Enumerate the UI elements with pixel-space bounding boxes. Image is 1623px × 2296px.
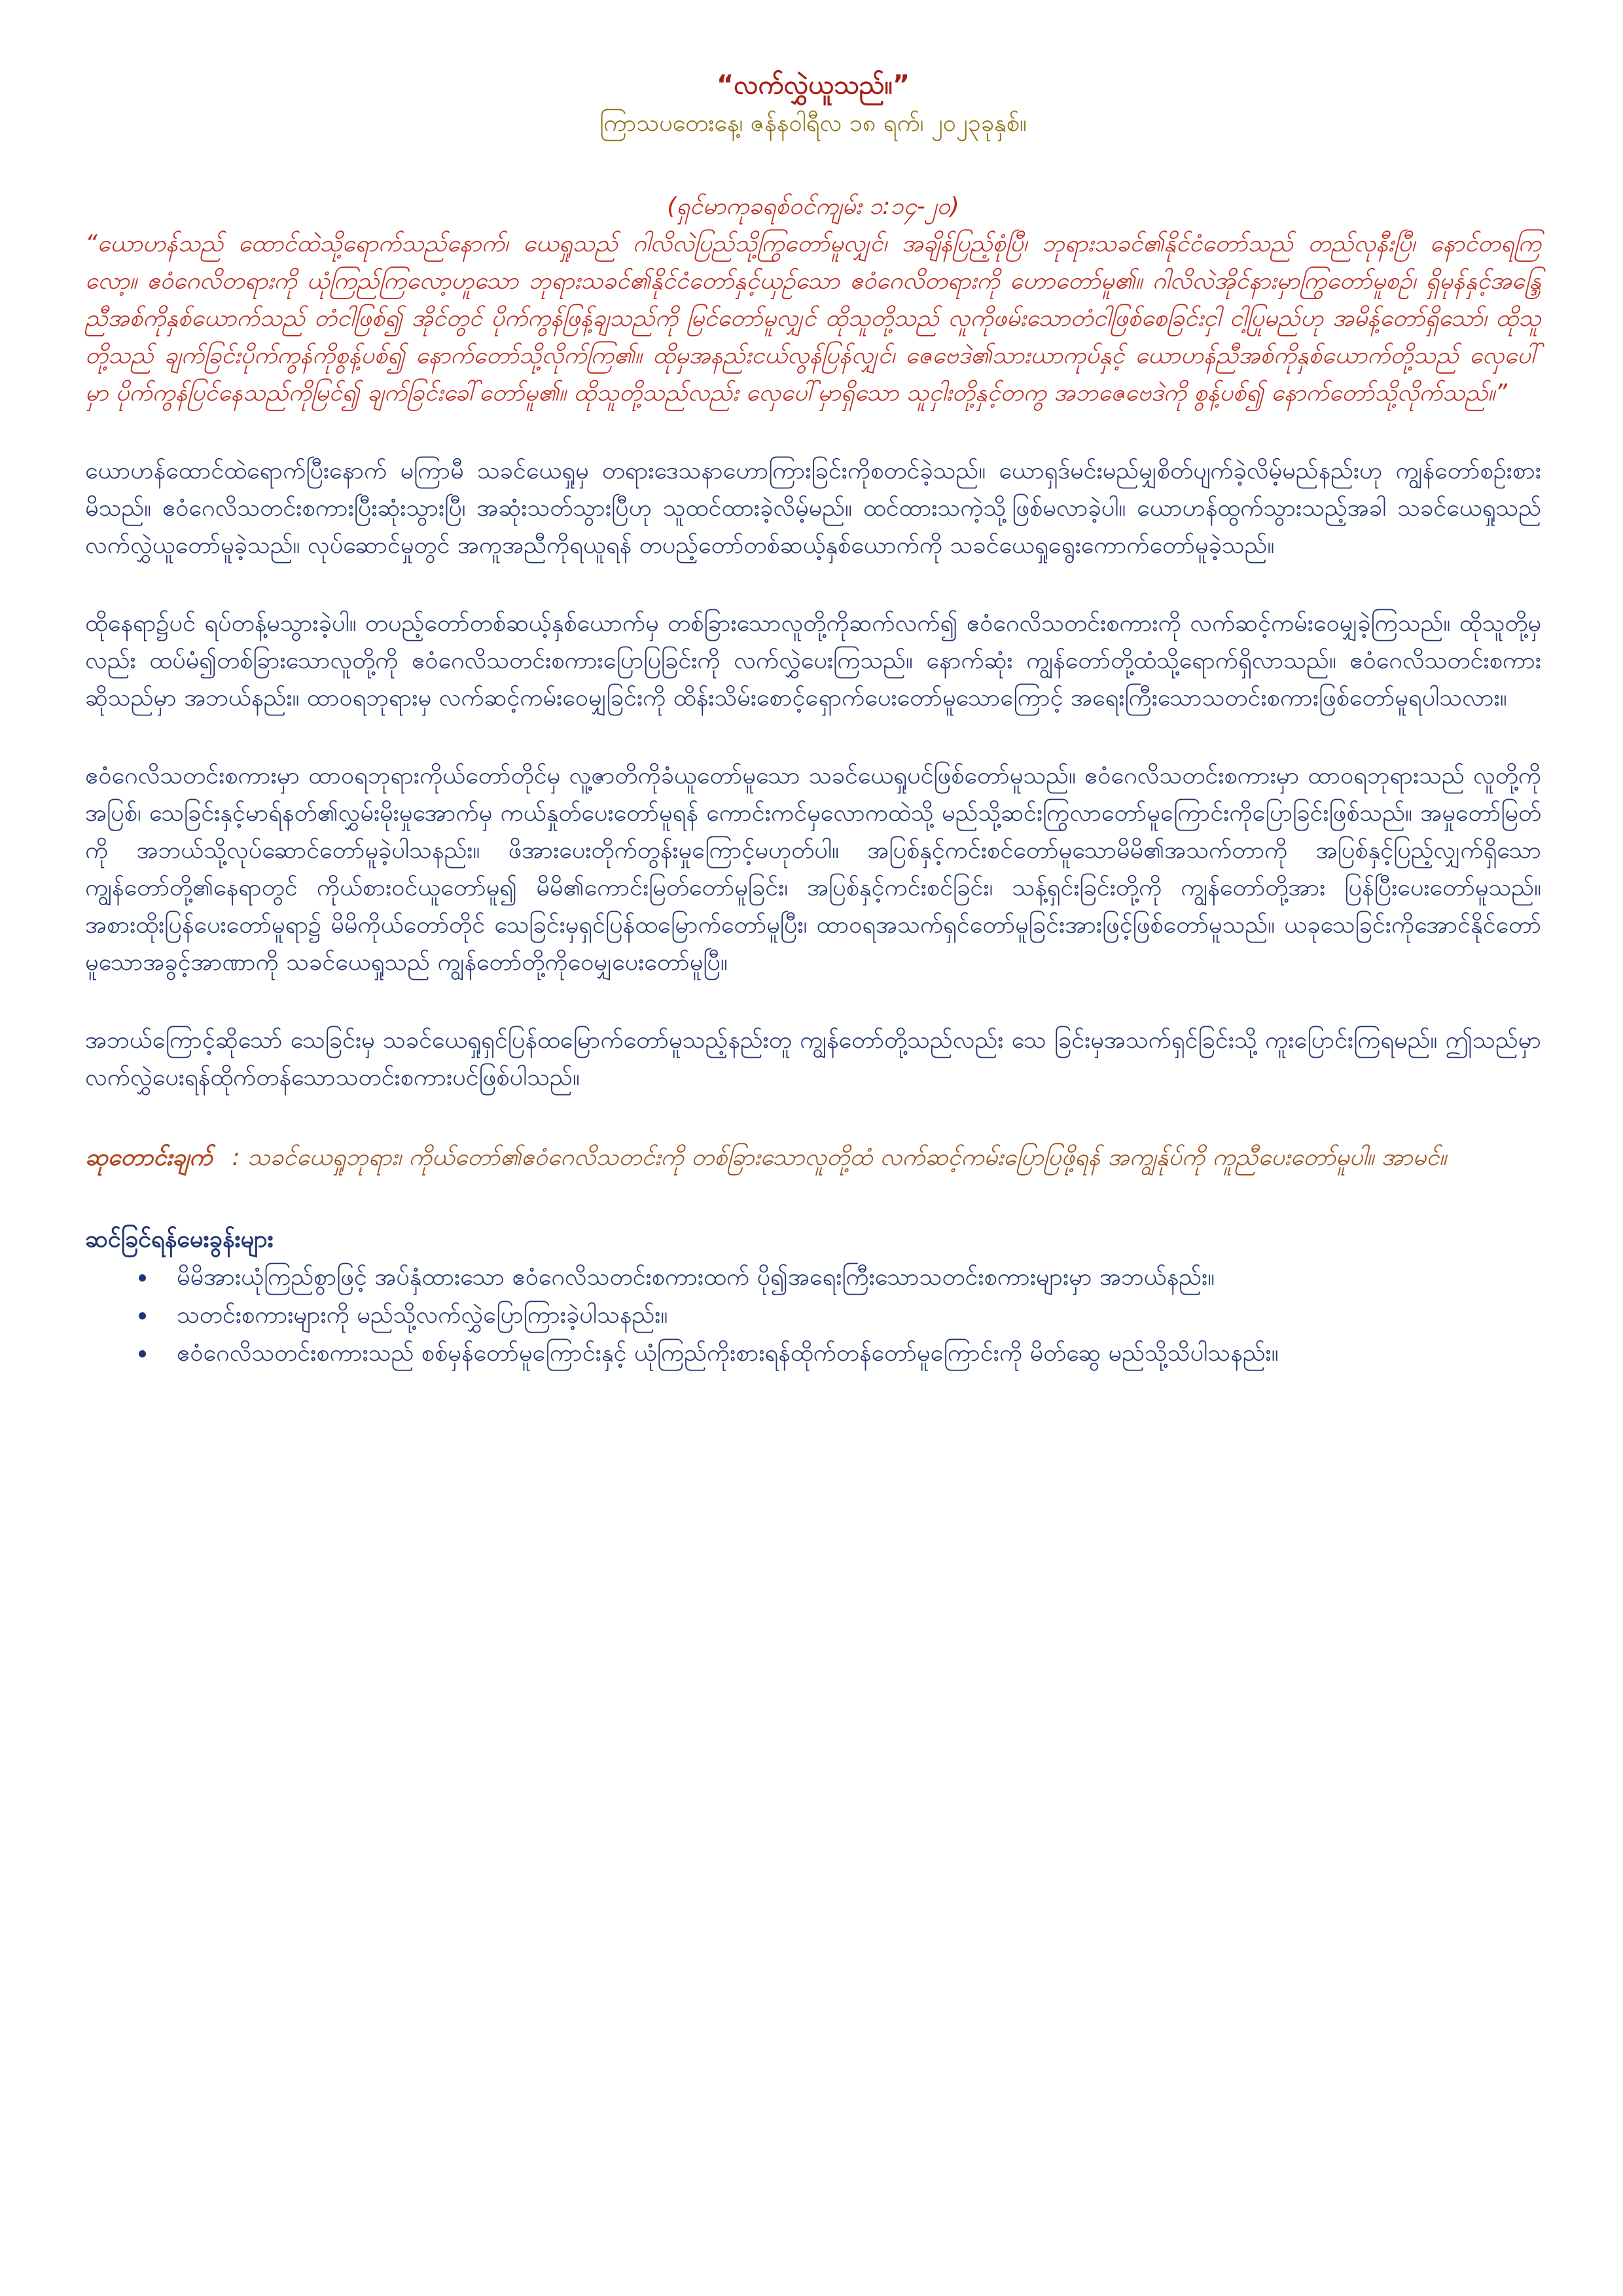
- prayer-section: [85, 1138, 1541, 1177]
- questions-heading: ဆင်ခြင်ရန်မေးခွန်းများ: [85, 1226, 274, 1253]
- body-paragraph-3: ဧဝံဂေလိသတင်းစကားမှာ ထာဝရဘုရားကိုယ်တော်တိုင်မှ လူ့ဇာတိကိုခံယူတော်မူသော သခင်ယေရှုပင်ဖြစ်တော်မူသည်။ ဧဝံဂေလိသတင်းစကားမှာ ထာဝရဘုရားသည် လူတို့ကို အပြစ်၊ သေခြင်းနှင့်မာရ်နတ်၏လွှမ်းမိုးမှုအောက်မှ ကယ်နှုတ်ပေးတော်မူရန် ကောင်းကင်မှလောကထဲသို့ မည်သို့ဆင်းကြွလာတော်မူကြောင်းကိုပြောခြင်းဖြစ်သည်။ အမှုတော်မြတ်ကို အဘယ်သို့လုပ်ဆောင်တော်မူခဲ့ပါသနည်း။ ဖိအားပေးတိုက်တွန်းမှုကြောင့်မဟုတ်ပါ။ အပြစ်နှင့်ကင်းစင်တော်မူသောမိမိ၏အသက်တာကို အပြစ်နှင့်ပြည့်လျှက်ရှိသောကျွန်တော်တို့၏နေရာတွင် ကိုယ်စားဝင်ယူတော်မူ၍ မိမိ၏ကောင်းမြတ်တော်မူခြင်း၊ အပြစ်နှင့်ကင်းစင်ခြင်း၊ သန့်ရှင်းခြင်းတို့ကို ကျွန်တော်တို့အား ပြန်ပြီးပေးတော်မူသည်။ အစားထိုးပြန်ပေးတော်မူရာ၌ မိမိကိုယ်တော်တိုင် သေခြင်းမှရှင်ပြန်ထမြောက်တော်မူပြီး၊ ထာဝရအသက်ရှင်တော်မူခြင်းအားဖြင့်ဖြစ်တော်မူသည်။ ယခုသေခြင်းကိုအောင်နိုင်တော်မူသောအခွင့်အာဏာကို သခင်ယေရှုသည် ကျွန်တော်တို့ကိုဝေမျှပေးတော်မူပြီ။: [85, 762, 1541, 976]
- question-item: • မိမိအားယုံကြည်စွာဖြင့် အပ်နှံထားသော ဧဝံဂေလိသတင်းစကားထက် ပို၍အရေးကြီးသောသတင်းစကားများမှာ အဘယ်နည်း။: [157, 1259, 1541, 1297]
- devotional-page: [85, 59, 1541, 1372]
- prayer-label: ဆုတောင်းချက်: [85, 1144, 213, 1171]
- date-line: ကြာသပတေးနေ့၊ ဇန်နဝါရီလ ၁၈ ရက်၊ ၂၀၂၃ခုနှစ်။: [599, 110, 1027, 137]
- questions-list: [85, 1259, 1541, 1372]
- body-paragraph-4: အဘယ်ကြောင့်ဆိုသော် သေခြင်းမှ သခင်ယေရှုရှင်ပြန်ထမြောက်တော်မူသည့်နည်းတူ ကျွန်တော်တို့သည်လည်း သေ ခြင်းမှအသက်ရှင်ခြင်းသို့ ကူးပြောင်းကြရမည်။ ဤသည်မှာ လက်လွှဲပေးရန်ထိုက်တန်သောသတင်းစကားပင်ဖြစ်ပါသည်။: [85, 1027, 1541, 1091]
- question-item: • သတင်းစကားများကို မည်သို့လက်လွှဲပြောကြားခဲ့ပါသနည်း။: [157, 1297, 1541, 1335]
- body-paragraph-1: ယောဟန်ထောင်ထဲရောက်ပြီးနောက် မကြာမီ သခင်ယေရှုမှ တရားဒေသနာဟောကြားခြင်းကိုစတင်ခဲ့သည်။ ယောရှဒ်မင်းမည်မျှစိတ်ပျက်ခဲ့လိမ့်မည်နည်းဟု ကျွန်တော်စဉ်းစားမိသည်။ ဧဝံဂေလိသတင်းစကားပြီးဆုံးသွားပြီ၊ အဆုံးသတ်သွားပြီဟု သူထင်ထားခဲ့လိမ့်မည်။ ထင်ထားသကဲ့သို့ဖြစ်မလာခဲ့ပါ။ ယောဟန်ထွက်သွားသည့်အခါ သခင်ယေရှုသည် လက်လွှဲယူတော်မူခဲ့သည်။ လုပ်ဆောင်မှုတွင် အကူအညီကိုရယူရန် တပည့်တော်တစ်ဆယ့်နှစ်ယောက်ကို သခင်ယေရှုရွေးကောက်တော်မူခဲ့သည်။: [85, 457, 1541, 559]
- scripture-text: “ယောဟန်သည် ထောင်ထဲသို့ရောက်သည်နောက်၊ ယေရှုသည် ဂါလိလဲပြည်သို့ကြွတော်မူလျှင်၊ အချိန်ပြည့်စုံပြီ၊ ဘုရားသခင်၏နိုင်ငံတော်သည် တည်လုနီးပြီ၊ နောင်တရကြလော့။ ဧဝံဂေလိတရားကို ယုံကြည်ကြလော့ဟူသော ဘုရားသခင်၏နိုင်ငံတော်နှင့်ယှဉ်သော ဧဝံဂေလိတရားကို ဟောတော်မူ၏။ ဂါလိလဲအိုင်နားမှာကြွတော်မူစဉ်၊ ရှိမုန်နှင့်အန္ဒြေညီအစ်ကိုနှစ်ယောက်သည် တံငါဖြစ်၍ အိုင်တွင် ပိုက်ကွန်ဖြန့်ချသည်ကို မြင်တော်မူလျှင် ထိုသူတို့သည် လူကိုဖမ်းသောတံငါဖြစ်စေခြင်းငှါ ငါ့ပြုမည်ဟု အမိန့်တော်ရှိသော်၊ ထိုသူတို့သည် ချက်ခြင်းပိုက်ကွန်ကိုစွန့်ပစ်၍ နောက်တော်သို့လိုက်ကြ၏။ ထိုမှအနည်းငယ်လွန်ပြန်လျှင်၊ ဇေဗေဒဲ၏သားယာကုပ်နှင့် ယောဟန်ညီအစ်ကိုနှစ်ယောက်တို့သည် လှေပေါ်မှာ ပိုက်ကွန်ပြင်နေသည်ကိုမြင်၍ ချက်ခြင်းခေါ်တော်မူ၏။ ထိုသူတို့သည်လည်း လှေပေါ်မှာရှိသော သူငှါးတို့နှင့်တကွ အဘဇေဗေဒဲကို စွန့်ပစ်၍ နောက်တော်သို့လိုက်သည်။”: [85, 230, 1541, 406]
- body-paragraph-2: ထိုနေရာ၌ပင် ရပ်တန့်မသွားခဲ့ပါ။ တပည့်တော်တစ်ဆယ့်နှစ်ယောက်မှ တစ်ခြားသောလူတို့ကိုဆက်လက်၍ ဧဝံဂေလိသတင်းစကားကို လက်ဆင့်ကမ်းဝေမျှခဲ့ကြသည်။ ထိုသူတို့မှလည်း ထပ်မံ၍တစ်ခြားသောလူတို့ကို ဧဝံဂေလိသတင်းစကားပြောပြခြင်းကို လက်လွှဲပေးကြသည်။ နောက်ဆုံး ကျွန်တော်တို့ထံသို့ရောက်ရှိလာသည်။ ဧဝံဂေလိသတင်းစကားဆိုသည်မှာ အဘယ်နည်း။ ထာဝရဘုရားမှ လက်ဆင့်ကမ်းဝေမျှခြင်းကို ထိန်းသိမ်းစောင့်ရှောက်ပေးတော်မူသောကြောင့် အရေးကြီးသောသတင်းစကားဖြစ်တော်မူရပါသလား။: [85, 610, 1541, 711]
- prayer-text: : သခင်ယေရှုဘုရား၊ ကိုယ်တော်၏ဧဝံဂေလိသတင်းကို တစ်ခြားသောလူတို့ထံ လက်ဆင့်ကမ်းပြောပြဖို့ရန် အကျွန်ုပ်ကို ကူညီပေးတော်မူပါ။ အာမင်။: [232, 1144, 1447, 1171]
- question-item: • ဧဝံဂေလိသတင်းစကားသည် စစ်မှန်တော်မူကြောင်းနှင့် ယုံကြည်ကိုးစားရန်ထိုက်တန်တော်မူကြောင်းကို မိတ်ဆွေ မည်သို့သိပါသနည်း။: [157, 1335, 1541, 1372]
- scripture-reference: (ရှင်မာကုခရစ်ဝင်ကျမ်း ၁:၁၄-၂၀): [667, 193, 959, 220]
- page-title: “လက်လွှဲယူသည်။”: [717, 70, 910, 100]
